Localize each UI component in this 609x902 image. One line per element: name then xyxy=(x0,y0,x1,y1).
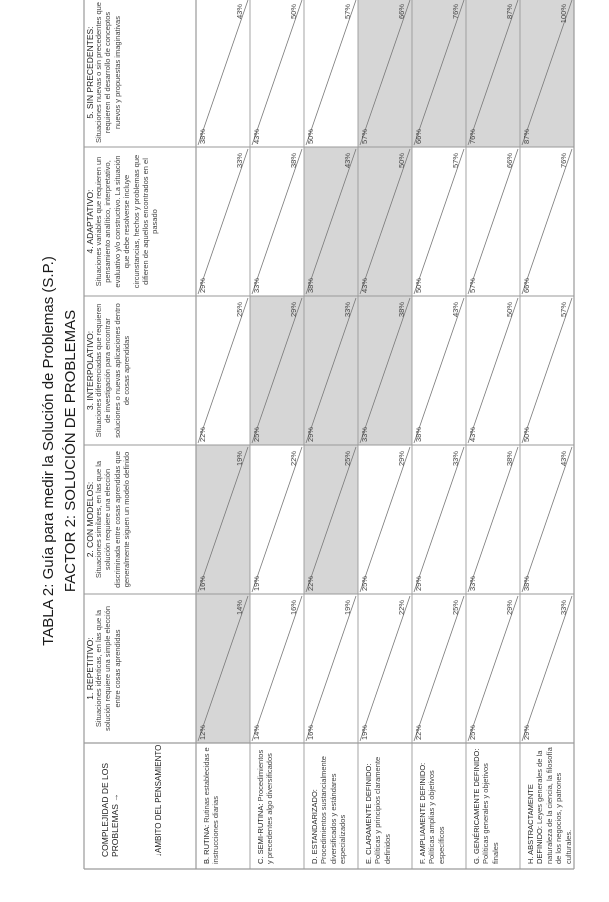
score-cell xyxy=(520,147,574,296)
percentage-high: 25% xyxy=(343,451,352,467)
row-label xyxy=(466,743,520,869)
diagonal-divider xyxy=(304,296,358,445)
column-name: 1. REPETITIVO: xyxy=(85,637,95,700)
diagonal-divider xyxy=(412,0,466,147)
diagonal-divider xyxy=(196,296,250,445)
percentage-low: 38% xyxy=(306,277,315,293)
percentage-high: 57% xyxy=(343,4,352,20)
diagonal-divider xyxy=(466,147,520,296)
score-cell xyxy=(358,0,412,147)
score-cell xyxy=(250,594,304,743)
column-header-adaptativo xyxy=(84,147,196,296)
percentage-high: 38% xyxy=(397,302,406,318)
percentage-high: 38% xyxy=(289,153,298,169)
diagonal-divider xyxy=(358,147,412,296)
percentage-high: 33% xyxy=(343,302,352,318)
score-cell xyxy=(196,296,250,445)
diagonal-divider xyxy=(520,296,574,445)
percentage-low: 25% xyxy=(360,575,369,591)
score-cell xyxy=(466,0,520,147)
row-title: E. CLARAMENTE DEFINIDO: xyxy=(364,763,373,864)
diagonal-divider xyxy=(250,296,304,445)
percentage-high: 22% xyxy=(397,600,406,616)
column-header-repetitivo xyxy=(84,594,196,743)
diagonal-divider xyxy=(358,594,412,743)
percentage-low: 29% xyxy=(198,277,207,293)
percentage-high: 50% xyxy=(397,153,406,169)
percentage-high: 25% xyxy=(451,600,460,616)
score-cell xyxy=(412,445,466,594)
score-cell xyxy=(412,0,466,147)
column-header-interpolativo xyxy=(84,296,196,445)
score-cell xyxy=(466,147,520,296)
percentage-high: 57% xyxy=(559,302,568,318)
percentage-high: 43% xyxy=(235,4,244,20)
column-description: Situaciones variables que requieren un pensamiento analítico, interpretativo, evaluativo y/o constructivo. La situación que debe resolverse incluye circunstancias, hechos y problemas que difieren de aquellos encontrados en el pasado xyxy=(94,154,160,289)
diagonal-divider xyxy=(304,445,358,594)
percentage-high: 33% xyxy=(559,600,568,616)
column-description: Situaciones diferenciadas que requieren de investigación para encontrar soluciones o nuevas aplicaciones dentro de cosas aprendidas xyxy=(94,303,132,438)
score-cell xyxy=(466,445,520,594)
percentage-low: 38% xyxy=(198,128,207,144)
diagonal-divider xyxy=(520,445,574,594)
score-cell xyxy=(250,147,304,296)
diagonal-divider xyxy=(412,296,466,445)
percentage-low: 29% xyxy=(414,575,423,591)
diagonal-divider xyxy=(358,445,412,594)
row-title: F. AMPLIAMENTE DEFINIDO: xyxy=(418,762,427,864)
percentage-low: 57% xyxy=(468,277,477,293)
score-cell xyxy=(466,296,520,445)
percentage-high: 76% xyxy=(451,4,460,20)
score-cell xyxy=(358,445,412,594)
diagonal-divider xyxy=(250,147,304,296)
score-cell xyxy=(520,296,574,445)
page-subtitle: FACTOR 2: SOLUCIÓN DE PROBLEMAS xyxy=(62,309,79,593)
column-description: Situaciones nuevas o sin precedentes que requieren el desarrollo de conceptos nuevos y propuestas imaginativas xyxy=(94,2,122,143)
percentage-high: 43% xyxy=(559,451,568,467)
percentage-high: 16% xyxy=(289,600,298,616)
row-title: H. ABSTRACTAMENTE DEFINIDO: xyxy=(526,784,545,864)
percentage-high: 22% xyxy=(289,451,298,467)
row-description: Rutinas establecidas e instrucciones diarias xyxy=(202,747,221,864)
diagonal-divider xyxy=(466,594,520,743)
score-cell xyxy=(250,296,304,445)
score-cell xyxy=(196,0,250,147)
row-description: Procedimientos sustancialmente diversificados y estándares especializados xyxy=(319,756,348,864)
percentage-high: 29% xyxy=(505,600,514,616)
percentage-low: 25% xyxy=(468,724,477,740)
score-cell xyxy=(304,445,358,594)
percentage-low: 29% xyxy=(522,724,531,740)
percentage-low: 38% xyxy=(414,426,423,442)
score-cell xyxy=(412,147,466,296)
diagonal-divider xyxy=(520,594,574,743)
score-cell xyxy=(250,0,304,147)
diagonal-divider xyxy=(520,147,574,296)
percentage-low: 66% xyxy=(522,277,531,293)
percentage-low: 43% xyxy=(252,128,261,144)
percentage-low: 38% xyxy=(522,575,531,591)
percentage-low: 43% xyxy=(360,277,369,293)
percentage-high: 43% xyxy=(451,302,460,318)
row-description: Leyes generales de la naturaleza de la ciencia, la filosofía de los negocios, y patrones culturales. xyxy=(535,747,573,864)
percentage-low: 19% xyxy=(360,724,369,740)
score-cell xyxy=(412,296,466,445)
percentage-low: 14% xyxy=(252,724,261,740)
row-label xyxy=(358,743,412,869)
percentage-high: 50% xyxy=(505,302,514,318)
diagonal-divider xyxy=(250,0,304,147)
column-header-con-modelos xyxy=(84,445,196,594)
thinking-scope-axis-label: ↓AMBITO DEL PENSAMIENTO xyxy=(154,744,163,857)
diagonal-divider xyxy=(250,594,304,743)
column-description: Situaciones idénticas, en las que la solución requiere una simple elección entre cosas aprendidas xyxy=(94,605,122,732)
percentage-low: 50% xyxy=(522,426,531,442)
diagonal-divider xyxy=(196,594,250,743)
row-description: Políticas y principios claramente definidos xyxy=(373,756,392,864)
percentage-low: 50% xyxy=(414,277,423,293)
row-label xyxy=(304,743,358,869)
percentage-low: 33% xyxy=(468,575,477,591)
percentage-high: 57% xyxy=(451,153,460,169)
score-cell xyxy=(520,594,574,743)
percentage-low: 16% xyxy=(198,575,207,591)
diagonal-divider xyxy=(196,445,250,594)
percentage-low: 29% xyxy=(306,426,315,442)
percentage-low: 57% xyxy=(360,128,369,144)
score-cell xyxy=(358,296,412,445)
percentage-low: 33% xyxy=(360,426,369,442)
percentage-high: 19% xyxy=(235,451,244,467)
percentage-high: 19% xyxy=(343,600,352,616)
row-label xyxy=(520,743,574,869)
percentage-low: 66% xyxy=(414,128,423,144)
percentage-high: 33% xyxy=(235,153,244,169)
row-title: C. SEMI-RUTINA: xyxy=(256,803,265,864)
score-cell xyxy=(196,594,250,743)
column-name: 3. INTERPOLATIVO: xyxy=(85,330,95,411)
diagonal-divider xyxy=(466,296,520,445)
percentage-low: 25% xyxy=(252,426,261,442)
score-cell xyxy=(250,445,304,594)
column-name: 5. SIN PRECEDENTES: xyxy=(85,26,95,119)
diagonal-divider xyxy=(358,0,412,147)
percentage-low: 33% xyxy=(252,277,261,293)
diagonal-divider xyxy=(412,594,466,743)
diagonal-divider xyxy=(304,0,358,147)
column-name: 2. CON MODELOS: xyxy=(85,481,95,558)
score-cell xyxy=(520,0,574,147)
percentage-high: 43% xyxy=(343,153,352,169)
percentage-low: 19% xyxy=(252,575,261,591)
percentage-low: 22% xyxy=(414,724,423,740)
score-cell xyxy=(196,445,250,594)
score-cell xyxy=(196,147,250,296)
diagonal-divider xyxy=(196,0,250,147)
page-title: TABLA 2: Guía para medir la Solución de Problemas (S.P.) xyxy=(40,256,57,646)
diagonal-divider xyxy=(358,296,412,445)
diagonal-divider xyxy=(412,147,466,296)
percentage-high: 76% xyxy=(559,153,568,169)
score-cell xyxy=(304,0,358,147)
percentage-high: 87% xyxy=(505,4,514,20)
row-description: Políticas generales y objetivos finales xyxy=(481,763,500,864)
row-title: D. ESTANDARIZADO: xyxy=(310,789,319,864)
percentage-low: 12% xyxy=(198,724,207,740)
score-cell xyxy=(304,147,358,296)
percentage-low: 22% xyxy=(306,575,315,591)
percentage-high: 66% xyxy=(397,4,406,20)
percentage-high: 66% xyxy=(505,153,514,169)
row-description: Políticas amplias y objetivos específicos xyxy=(427,770,446,864)
score-cell xyxy=(358,594,412,743)
percentage-low: 76% xyxy=(468,128,477,144)
percentage-low: 50% xyxy=(306,128,315,144)
column-header-sin-precedentes xyxy=(84,0,196,147)
row-title: G. GENÉRICAMENTE DEFINIDO: xyxy=(472,748,481,864)
percentage-low: 87% xyxy=(522,128,531,144)
percentage-low: 16% xyxy=(306,724,315,740)
score-cell xyxy=(412,594,466,743)
score-cell xyxy=(520,445,574,594)
percentage-high: 100% xyxy=(559,4,568,24)
score-cell xyxy=(358,147,412,296)
percentage-high: 50% xyxy=(289,4,298,20)
diagonal-divider xyxy=(466,0,520,147)
table-corner-header xyxy=(84,743,196,869)
diagonal-divider xyxy=(196,147,250,296)
score-cell xyxy=(466,594,520,743)
row-title: B. RUTINA: xyxy=(202,824,211,864)
diagonal-divider xyxy=(466,445,520,594)
row-label xyxy=(412,743,466,869)
diagonal-divider xyxy=(412,445,466,594)
percentage-low: 22% xyxy=(198,426,207,442)
percentage-high: 14% xyxy=(235,600,244,616)
complexity-axis-label: COMPLEJIDAD DE LOS PROBLEMAS → xyxy=(100,763,120,857)
score-cell xyxy=(304,594,358,743)
column-name: 4. ADAPTATIVO: xyxy=(85,189,95,254)
diagonal-divider xyxy=(304,594,358,743)
percentage-high: 29% xyxy=(289,302,298,318)
row-label xyxy=(250,743,304,869)
score-cell xyxy=(304,296,358,445)
row-description: Procedimientos y precedentes algo diversificados xyxy=(256,749,275,864)
column-description: Situaciones similares, en las que la solución requiere una elección discriminada entre cosas aprendidas que generalmente siguen un modelo definido xyxy=(94,451,132,588)
percentage-high: 38% xyxy=(505,451,514,467)
row-label xyxy=(196,743,250,869)
diagonal-divider xyxy=(250,445,304,594)
percentage-high: 25% xyxy=(235,302,244,318)
percentage-low: 43% xyxy=(468,426,477,442)
percentage-high: 29% xyxy=(397,451,406,467)
percentage-high: 33% xyxy=(451,451,460,467)
diagonal-divider xyxy=(304,147,358,296)
